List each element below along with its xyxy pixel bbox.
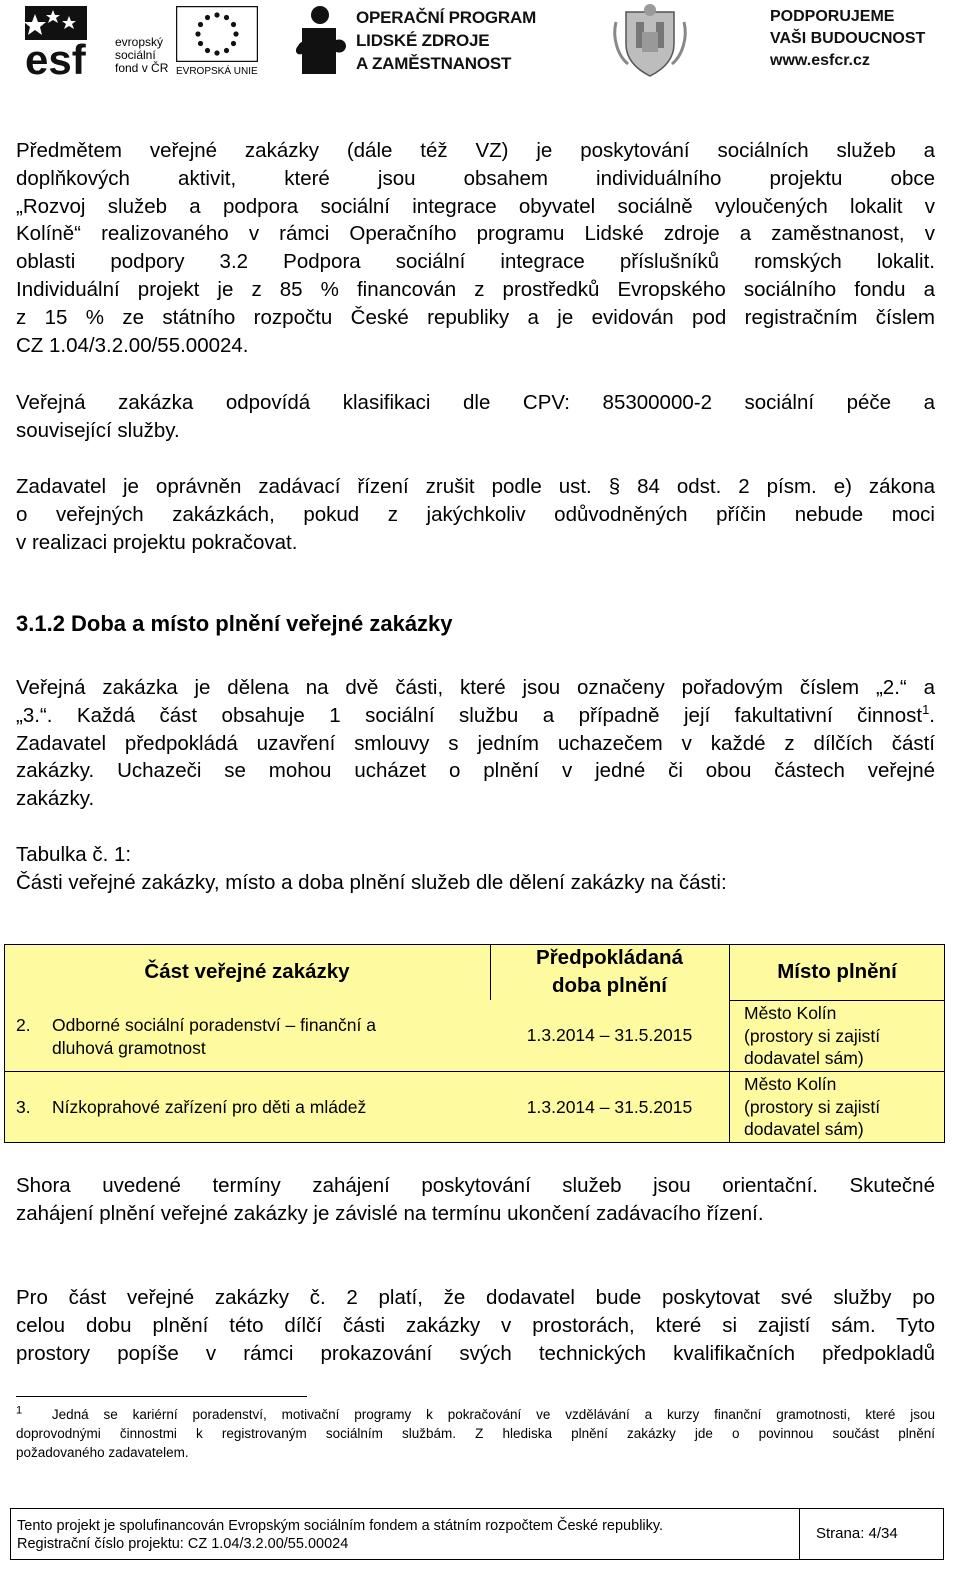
eu-flag-icon: [176, 6, 258, 62]
table-row-part: 2. Odborné sociální poradenství – finanční a dluhová gramotnost: [4, 1000, 490, 1071]
footnote-number: 1: [16, 1404, 23, 1417]
table-border: [944, 944, 945, 1143]
op-logo: [296, 4, 537, 81]
part2-paragraph: Pro část veřejné zakázky č. 2 platí, že dodavatel bude poskytovat své služby po celou dobu plnění této dílčí části zakázky v prostorách, které si zajistí sám. Tyto prostory popíše v rámci prokazování svých technických kvalifikačních předpokladů: [16, 1286, 935, 1365]
table-row-part: 3. Nízkoprahové zařízení pro děti a mládež: [4, 1071, 490, 1143]
section-heading: 3.1.2 Doba a místo plnění veřejné zakázky: [16, 611, 453, 636]
footnote-ref: 1: [922, 701, 930, 717]
table-border: [729, 944, 730, 1143]
footer-divider: [799, 1509, 800, 1559]
table-border: [4, 1142, 945, 1143]
table-header-place: Místo plnění: [729, 944, 945, 1000]
table-border: [490, 944, 491, 1000]
page-number: Strana: 4/34: [816, 1525, 898, 1542]
table-caption: Tabulka č. 1: Části veřejné zakázky, místo a doba plnění služeb dle dělení zakázky na části:: [16, 843, 727, 894]
division-paragraph: Veřejná zakázka je dělena na dvě části, které jsou označeny pořadovým číslem „2.“ a „3.“. Každá část obsahuje 1 sociální službu a případně její fakultativní činnost$^1$. Zadavatel předpokládá uzavření smlouvy s jedním uchazečem v každé z dílčích částí zakázky. Uchazeči se mohou ucházet o plnění v jedné či obou částech veřejné zakázky.: [16, 676, 935, 811]
svg-text:esf: esf: [25, 36, 86, 76]
esf-caption: evropský sociální fond v ČR: [115, 35, 169, 75]
table-row-period: 1.3.2014 – 31.5.2015: [490, 1000, 729, 1071]
table-row-period: 1.3.2014 – 31.5.2015: [490, 1071, 729, 1143]
page-footer: [10, 1508, 944, 1560]
cancellation-paragraph: Zadavatel je oprávněn zadávací řízení zrušit podle ust. § 84 odst. 2 písm. e) zákona o veřejných zakázkách, pokud z jakýchkoliv odůvodněných příčin nebude moci v realizaci projektu pokračovat.: [16, 475, 935, 554]
parts-table: [4, 944, 945, 1143]
op-title: OPERAČNÍ PROGRAM LIDSKÉ ZDROJE A ZAMĚSTNANOST: [356, 8, 537, 73]
cpv-paragraph: Veřejná zakázka odpovídá klasifikaci dle CPV: 85300000-2 sociální péče a související služby.: [16, 391, 935, 442]
coat-of-arms-icon: [610, 2, 690, 78]
intro-paragraph: Předmětem veřejné zakázky (dále též VZ) je poskytování sociálních služeb a doplňkových aktivit, které jsou obsahem individuálního projektu obce „Rozvoj služeb a podpora sociální integrace obyvatel sociálně vyloučených lokalit v Kolíně“ realizovaného v rámci Operačního programu Lidské zdroje a zaměstnanost, v oblasti podpory 3.2 Podpora sociální integrace příslušníků romských lokalit. Individuální projekt je z 85 % financován z prostředků Evropského sociálního fondu a z 15 % ze státního rozpočtu České republiky a je evidován pod registračním číslem CZ 1.04/3.2.00/55.00024.: [16, 139, 935, 357]
table-row-place: Město Kolín (prostory si zajistí dodavatel sám): [729, 1071, 945, 1143]
esf-mark-icon: [25, 6, 113, 76]
table-row-place: Město Kolín (prostory si zajistí dodavatel sám): [729, 1000, 945, 1071]
eu-logo: [176, 6, 258, 77]
eu-caption: EVROPSKÁ UNIE: [176, 66, 258, 77]
division-line-with-footnote: „3.“. Každá část obsahuje 1 sociální službu a případně její fakultativní činnost$^1$.: [16, 701, 935, 727]
esfcr-slogan: PODPORUJEME VAŠI BUDOUCNOST www.esfcr.cz: [770, 8, 926, 69]
footer-project-info: Tento projekt je spolufinancován Evropským sociálním fondem a státním rozpočtem České republiky. Registrační číslo projektu: CZ 1.04/3.2.00/55.00024: [17, 1518, 664, 1552]
footnote: $^1$ Jedná se kariérní poradenství, motivační programy k pokračování ve vzdělávání a kurzy finanční gramotnosti, které jsou doprovodnými činnostmi k registrovaným sociálním službám. Z hlediska plnění zakázky jde o povinnou součást plnění požadovaného zadavatelem.: [16, 1404, 935, 1460]
footnote-rule: [16, 1396, 307, 1397]
table-border: [4, 1071, 945, 1072]
table-header-period: Předpokládaná doba plnění: [490, 944, 729, 1000]
puzzle-person-icon: [296, 4, 350, 76]
table-border: [729, 1000, 945, 1001]
table-border: [4, 944, 5, 1143]
table-header-part: Část veřejné zakázky: [4, 944, 490, 1000]
table-border: [4, 944, 945, 945]
terms-paragraph: Shora uvedené termíny zahájení poskytování služeb jsou orientační. Skutečné zahájení plnění veřejné zakázky je závislé na termínu ukončení zadávacího řízení.: [16, 1174, 935, 1225]
logo-bar: [0, 0, 960, 82]
